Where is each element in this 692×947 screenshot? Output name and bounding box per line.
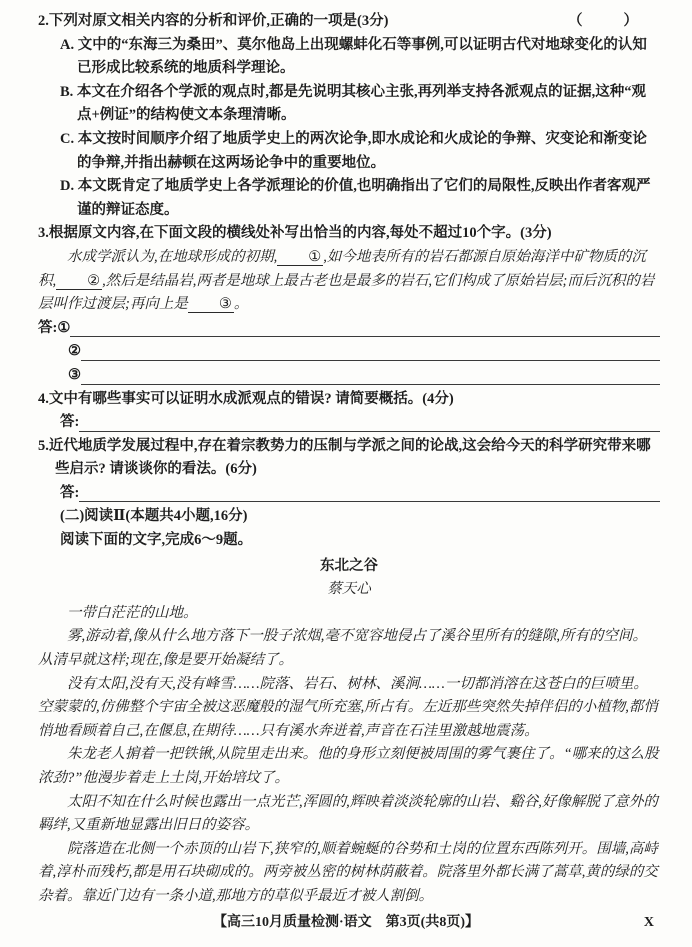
question-3-answer-row-3 [68,364,660,388]
answer-item-3: ③ [68,366,81,383]
question-3-answer-row-1 [38,317,660,341]
option-c [60,128,660,175]
question-3-answer-row-2 [68,340,660,364]
question-4-answer-row [60,411,660,435]
answer-label: 答: [60,484,80,501]
section-2-heading: (二)阅读Ⅱ(本题共4小题,16分) [60,508,248,525]
question-2-options [60,34,660,223]
story-title: 东北之谷 [320,557,378,574]
option-c-text: 本文按时间顺序介绍了地质学史上的两次论争,即水成论和火成论的争辩、灾变论和渐变论的争辩,并指出赫顿在这两场论争中的重要地位。 [77,130,647,171]
question-4-stem: 4.文中有哪些事实可以证明水成派观点的错误? 请简要概括。(4分) [38,390,454,407]
option-c-label: C. [60,130,75,147]
option-b-label: B. [60,83,74,100]
story-paragraph: 雾,游动着,像从什么地方落下一股子浓烟,毫不宽容地侵占了溪谷里所有的缝隙,所有的空间。从清早就这样;现在,像是要开始凝结了。 [38,628,647,669]
answer-label: 答: [38,319,58,336]
fill-blank-1: ① [277,250,323,266]
passage-segment-3: ,然后是结晶岩,两者是地球上最古老也是最多的岩石,它们构成了原始岩层;而后沉积的岩层叫作过渡层;再向上是 [38,272,655,313]
answer-bracket: （ ） [568,13,642,29]
option-a-text: 文中的“东海三为桑田”、莫尔他岛上出现螺蚌化石等事例,可以证明古代对地球变化的认知已形成比较系统的地质科学理论。 [77,36,647,77]
story-paragraph: 太阳不知在什么时候也露出一点光芒,浑圆的,辉映着淡淡轮廓的山岩、谿谷,好像解脱了意外的羁绊,又重新地显露出旧日的姿容。 [38,793,658,834]
answer-item-1: ① [57,319,71,336]
option-d [60,175,660,222]
story-paragraph: 朱龙老人掮着一把铁锹,从院里走出来。他的身形立刻便被周围的雾气裹住了。“哪来的这么股浓劲?”他漫步着走上土岗,开始培坟了。 [38,746,659,786]
story-author: 蔡天心 [327,581,371,598]
story-paragraph: 院落造在北侧一个赤顶的山岩下,狭窄的,顺着蜿蜒的谷势和土岗的位置东西陈列开。围墙,高峙着,淳朴而残朽,都是用石块砌成的。两旁被丛密的树林荫蔽着。院落里外都长满了蒿草,黄的绿的交杂着。靠近门边有一条小道,那地方的草似乎最近才被人割倒。 [38,840,658,904]
question-2-stem-row [38,10,660,34]
passage-segment-1: 水成学派认为,在地球形成的初期, [67,248,278,265]
option-a [60,34,660,81]
answer-blank-line [81,367,660,385]
question-3-stem: 3.根据原文内容,在下面文段的横线处补写出恰当的内容,每处不超过10个字。(3分) [38,225,552,242]
section-2-instruction: 阅读下面的文字,完成6～9题。 [60,532,253,549]
page-footer: 【高三10月质量检测·语文 第3页(共8页)】 [213,915,479,931]
question-5-answer-row [60,482,660,506]
option-d-label: D. [60,178,75,195]
question-3-passage [38,246,660,317]
page-footer-mark: X [643,915,654,931]
passage-segment-2: ,如今地表所有的岩石都源自原始海洋中矿物质的沉积, [38,248,646,289]
passage-segment-4: 。 [233,296,249,313]
answer-blank-line [79,414,660,432]
option-a-label: A. [60,36,75,53]
fill-blank-2: ② [56,274,102,290]
story-paragraph: 一带白茫茫的山地。 [67,604,198,621]
option-b [60,81,660,128]
answer-blank-line [70,320,660,338]
answer-blank-line [79,485,660,503]
option-b-text: 本文在介绍各个学派的观点时,都是先说明其核心主张,再列举支持各派观点的证据,这种“观点+例证”的结构使文本条理清晰。 [76,83,647,124]
story-paragraph: 没有太阳,没有天,没有峰雪……院落、岩石、树林、溪涧……一切都消溶在这苍白的巨喷里。空蒙蒙的,仿佛整个宇宙全被这恶魔般的湿气所充塞,所占有。左近那些突然失掉伴侣的小植物,都悄悄地看顾着自己,在偃息,在期待……只有溪水奔迸着,声音在石洼里激越地震荡。 [38,675,658,739]
answer-item-2: ② [68,343,81,360]
question-2-stem: 2.下列对原文相关内容的分析和评价,正确的一项是(3分) [38,13,389,29]
answer-blank-line [81,343,660,361]
fill-blank-3: ③ [188,297,234,313]
answer-label: 答: [60,414,80,431]
option-d-text: 本文既肯定了地质学史上各学派理论的价值,也明确指出了它们的局限性,反映出作者客观严谨的辩证态度。 [77,178,651,218]
question-5-stem: 5.近代地质学发展过程中,存在着宗教势力的压制与学派之间的论战,这会给今天的科学研究带来哪些启示? 请谈谈你的看法。(6分) [38,437,651,478]
